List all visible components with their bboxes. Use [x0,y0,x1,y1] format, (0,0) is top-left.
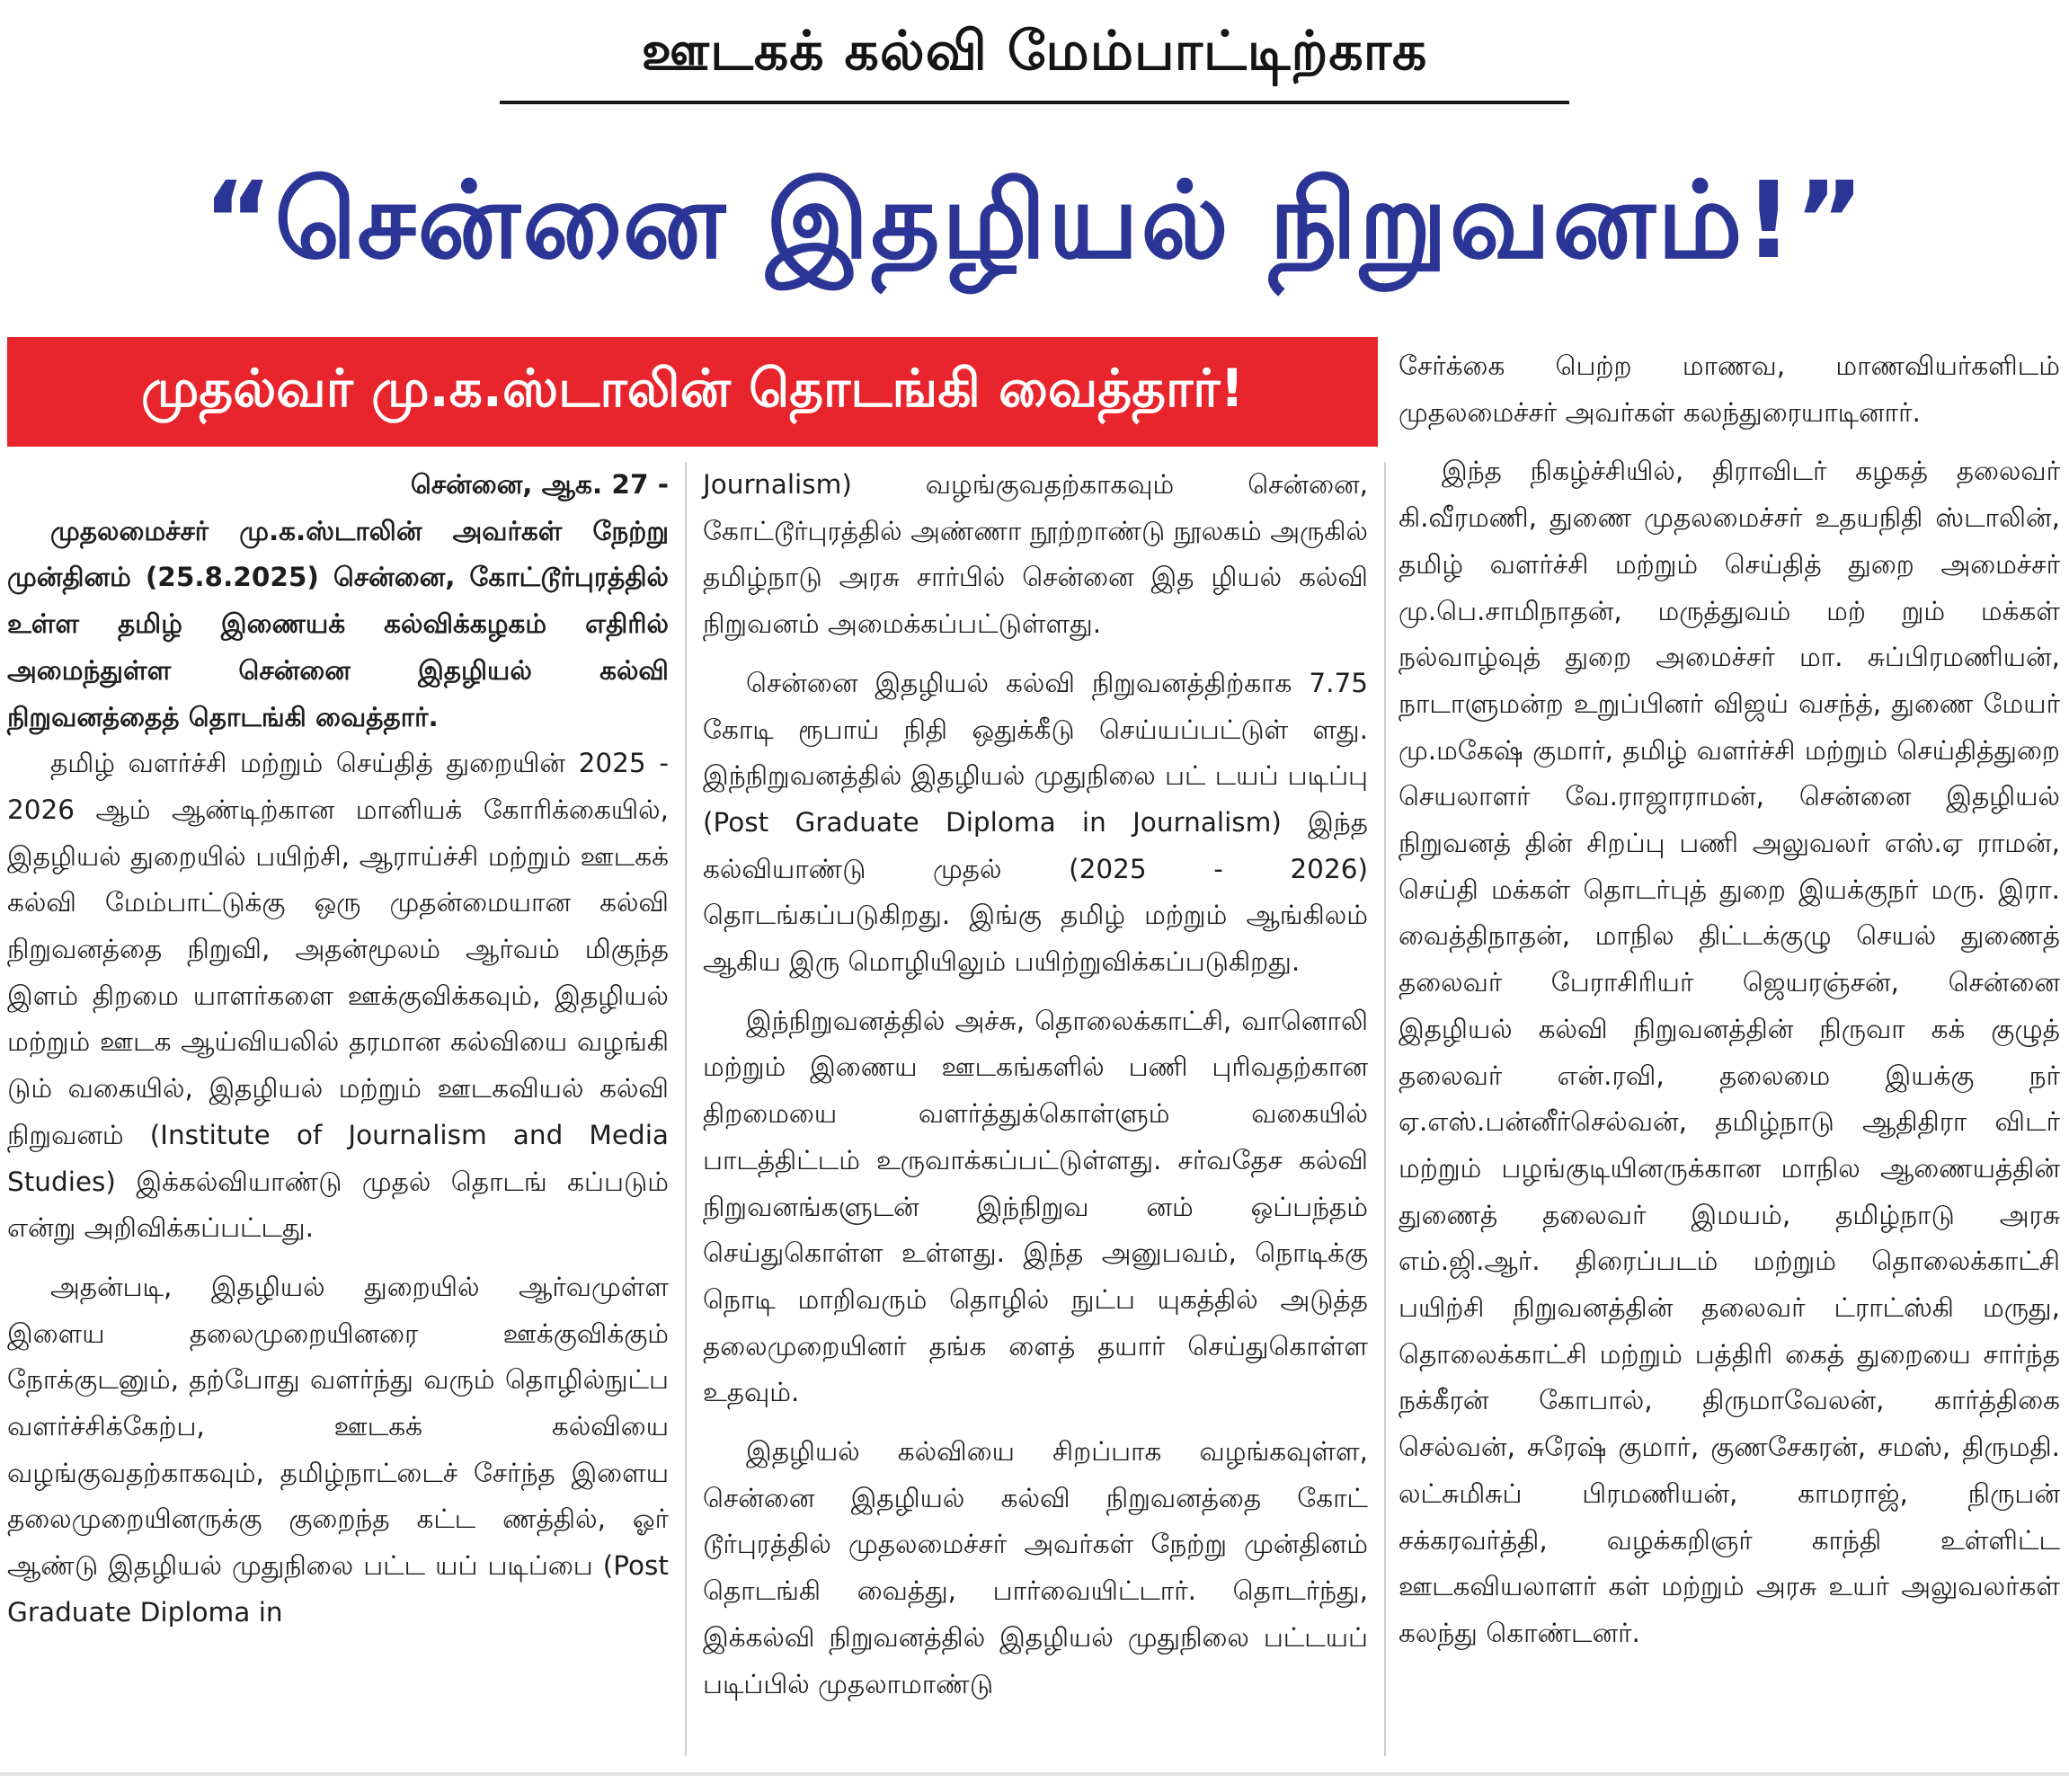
kicker-underline [500,101,1569,104]
paragraph: தமிழ் வளர்ச்சி மற்றும் செய்தித் துறையின் 2025 - 2026 ஆம் ஆண்டிற்கான மானியக் கோரிக்கையில், இதழியல் துறையில் பயிற்சி, ஆராய்ச்சி மற்றும் ஊடகக் கல்வி மேம்பாட்டுக்கு ஒரு முதன்மையான கல்வி நிறுவனத்தை நிறுவி, அதன்மூலம் ஆர்வம் மிகுந்த இளம் திறமை யாளர்களை ஊக்குவிக்கவும், இதழியல் மற்றும் ஊடக ஆய்வியலில் தரமான கல்வியை வழங்கி டும் வகையில், இதழியல் மற்றும் ஊடகவியல் கல்வி நிறுவனம் (Institute of Journalism and Media Studies) இக்கல்வியாண்டு முதல் தொடங் கப்படும் என்று அறிவிக்கப்பட்டது. [7,748,669,1244]
column-divider [685,462,687,1756]
paragraph: சென்னை இதழியல் கல்வி நிறுவனத்திற்காக 7.75 கோடி ரூபாய் நிதி ஒதுக்கீடு செய்யப்பட்டுள் ளது. இந்நிறுவனத்தில் இதழியல் முதுநிலை பட் டயப் படிப்பு (Post Graduate Diploma in Journalism) இந்த கல்வியாண்டு முதல் (2025 - 2026) தொடங்கப்படுகிறது. இங்கு தமிழ் மற்றும் ஆங்கிலம் ஆகிய இரு மொழியிலும் பயிற்றுவிக்கப்படுகிறது. [703,667,1368,978]
lead-paragraph: முதலமைச்சர் மு.க.ஸ்டாலின் அவர்கள் நேற்று முன்தினம் (25.8.2025) சென்னை, கோட்டூர்புரத்தில் உள்ள தமிழ் இணையக் கல்விக்கழகம் எதிரில் அமைந்துள்ள சென்னை இதழியல் கல்வி நிறுவனத்தைத் தொடங்கி வைத்தார். [7,515,669,732]
subheading-banner [7,337,1378,447]
article-column-2 [703,462,1368,1708]
paragraph: இதழியல் கல்வியை சிறப்பாக வழங்கவுள்ள, சென்னை இதழியல் கல்வி நிறுவனத்தை கோட் டூர்புரத்தில் முதலமைச்சர் அவர்கள் நேற்று முன்தினம் தொடங்கி வைத்து, பார்வையிட்டார். தொடர்ந்து, இக்கல்வி நிறுவனத்தில் இதழியல் முதுநிலை பட்டயப் படிப்பில் முதலாமாண்டு [703,1436,1368,1699]
paragraph: இந்த நிகழ்ச்சியில், திராவிடர் கழகத் தலைவர் கி.வீரமணி, துணை முதலமைச்சர் உதயநிதி ஸ்டாலின், தமிழ் வளர்ச்சி மற்றும் செய்தித் துறை அமைச்சர் மு.பெ.சாமிநாதன், மருத்துவம் மற் றும் மக்கள் நல்வாழ்வுத் துறை அமைச்சர் மா. சுப்பிரமணியன், நாடாளுமன்ற உறுப்பினர் விஜய் வசந்த், துணை மேயர் மு.மகேஷ் குமார், தமிழ் வளர்ச்சி மற்றும் செய்தித்துறை செயலாளர் வே.ராஜாராமன், சென்னை இதழியல் நிறுவனத் தின் சிறப்பு பணி அலுவலர் எஸ்.ஏ ராமன், செய்தி மக்கள் தொடர்புத் துறை இயக்குநர் மரு. இரா. வைத்திநாதன், மாநில திட்டக்குழு செயல் துணைத் தலைவர் பேராசிரியர் ஜெயரஞ்சன், சென்னை இதழியல் கல்வி நிறுவனத்தின் நிருவா கக் குழுத் தலைவர் என்.ரவி, தலைமை இயக்கு நர் ஏ.எஸ்.பன்னீர்செல்வன், தமிழ்நாடு ஆதிதிரா விடர் மற்றும் பழங்குடியினருக்கான மாநில ஆணையத்தின் துணைத் தலைவர் இமயம், தமிழ்நாடு அரசு எம்.ஜி.ஆர். திரைப்படம் மற்றும் தொலைக்காட்சி பயிற்சி நிறுவனத்தின் தலைவர் ட்ராட்ஸ்கி மருது, தொலைக்காட்சி மற்றும் பத்திரி கைத் துறையை சார்ந்த நக்கீரன் கோபால், திருமாவேலன், கார்த்திகை செல்வன், சுரேஷ் குமார், குணசேகரன், சமஸ், திருமதி. லட்சுமிசுப் பிரமணியன், காமராஜ், நிருபன் சக்கரவர்த்தி, வழக்கறிஞர் காந்தி உள்ளிட்ட ஊடகவியலாளர் கள் மற்றும் அரசு உயர் அலுவலர்கள் கலந்து கொண்டனர். [1399,456,2060,1648]
paragraph: Journalism) வழங்குவதற்காகவும் சென்னை, கோட்டூர்புரத்தில் அண்ணா நூற்றாண்டு நூலகம் அருகில் தமிழ்நாடு அரசு சார்பில் சென்னை இத ழியல் கல்வி நிறுவனம் அமைக்கப்பட்டுள்ளது. [703,469,1368,640]
kicker-heading: ஊடகக் கல்வி மேம்பாட்டிற்காக [641,20,1428,83]
dateline: சென்னை, ஆக. 27 - [410,469,669,500]
article-column-3 [1399,343,2060,1657]
paragraph: அதன்படி, இதழியல் துறையில் ஆர்வமுள்ள இளைய தலைமுறையினரை ஊக்குவிக்கும் நோக்குடனும், தற்போது வளர்ந்து வரும் தொழில்நுட்ப வளர்ச்சிக்கேற்ப, ஊடகக் கல்வியை வழங்குவதற்காகவும், தமிழ்நாட்டைச் சேர்ந்த இளைய தலைமுறையினருக்கு குறைந்த கட்ட ணத்தில், ஓர் ஆண்டு இதழியல் முதுநிலை பட்ட யப் படிப்பை (Post Graduate Diploma in [7,1271,669,1628]
subheading-text: முதல்வர் மு.க.ஸ்டாலின் தொடங்கி வைத்தார்! [140,358,1245,419]
paragraph: இந்நிறுவனத்தில் அச்சு, தொலைக்காட்சி, வானொலி மற்றும் இணைய ஊடகங்களில் பணி புரிவதற்கான திறமையை வளர்த்துக்கொள்ளும் வகையில் பாடத்திட்டம் உருவாக்கப்பட்டுள்ளது. சர்வதேச கல்வி நிறுவனங்களுடன் இந்நிறுவ னம் ஒப்பந்தம் செய்துகொள்ள உள்ளது. இந்த அனுபவம், நொடிக்கு நொடி மாறிவரும் தொழில் நுட்ப யுகத்தில் அடுத்த தலைமுறையினர் தங்க ளைத் தயார் செய்துகொள்ள உதவும். [703,1005,1368,1408]
column-divider [1384,462,1386,1756]
bottom-border [0,1772,2069,1776]
article-column-1 [7,462,669,1637]
paragraph: சேர்க்கை பெற்ற மாணவ, மாணவியர்களிடம் முதலமைச்சர் அவர்கள் கலந்துரையாடினார். [1399,350,2060,428]
main-headline: “சென்னை இதழியல் நிறுவனம்!” [202,158,1867,282]
